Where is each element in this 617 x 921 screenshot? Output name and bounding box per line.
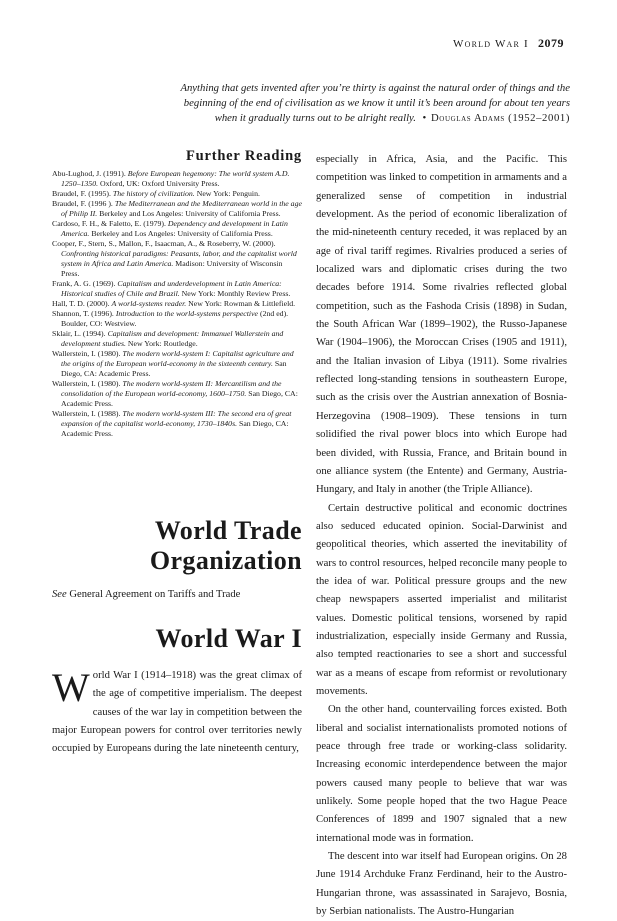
reference-entry: Frank, A. G. (1969). Capitalism and underdevelopment in Latin America: Historical studies of Chile and Brazil. New York: Monthly Review Press. [52, 279, 291, 298]
reference-entry: Cardoso, F. H., & Faletto, E. (1979). Dependency and development in Latin America. Berkeley and Los Angeles: University of California Press. [52, 219, 288, 238]
wto-article-title: World Trade Organization [149, 516, 302, 575]
quote-text: Anything that gets invented after you’re thirty is against the natural order of things and the beginning of the end of civilisation as we know it until it’s been around for about ten years when it gradually turns out to be alright really. [180, 82, 570, 124]
further-reading-heading: Further Reading [185, 148, 302, 164]
quote-attribution: Douglas Adams (1952–2001) [430, 112, 570, 124]
body-paragraph: The descent into war itself had European origins. On 28 June 1914 Archduke Franz Ferdinand, heir to the Austro-Hungarian throne, was assassinated in Sarajevo, Bosnia, by Serbian nationalists. The Austro-Hungarian [316, 851, 567, 918]
page-number: 2079 [538, 36, 564, 50]
drop-cap: W [52, 665, 90, 710]
quote-bullet: • [422, 112, 427, 124]
see-target-link[interactable]: General Agreement on Tariffs and Trade [69, 589, 241, 600]
reference-entry: Sklair, L. (1994). Capitalism and development: Immanuel Wallerstein and development studies. New York: Routledge. [52, 329, 284, 348]
reference-entry: Wallerstein, I. (1980). The modern world-system I: Capitalist agriculture and the origins of the European world-economy in the sixteenth century. San Diego, CA: Academic Press. [52, 349, 294, 378]
ww1-intro-paragraph [52, 667, 302, 759]
reference-entry: Shannon, T. (1996). Introduction to the world-systems perspective (2nd ed). Boulder, CO: Westview. [52, 309, 289, 328]
reference-entry: Braudel, F. (1995). The history of civilization. New York: Penguin. [52, 189, 260, 198]
reference-entry: Braudel, F. (1996 ). The Mediterranean and the Mediterranean world in the age of Philip II. Berkeley and Los Angeles: University of California Press. [52, 199, 302, 218]
reference-entry: Hall, T. D. (2000). A world-systems reader. New York: Rowman & Littlefield. [52, 299, 296, 308]
epigraph-quote [165, 81, 570, 126]
ww1-article-title: World War I [155, 624, 302, 653]
body-paragraph: Certain destructive political and economic doctrines also seduced educated opinion. Social-Darwinist and geopolitical theories, which asserted the inevitability of wars to control resources, helped reconcile many people to the idea of war. Political pressure groups and the new cheap newspapers asserted imperialist and militarist values. Domestic political tensions, worsened by rapid industrialization, especially inside Germany and Russia, also tempted reactionaries to see a short and successful war as a means of escape from reformist or revolutionary movements. [316, 502, 567, 697]
reference-list [52, 169, 302, 439]
body-paragraph: On the other hand, countervailing forces existed. Both liberal and socialist internationalists promoted notions of peace through free trade or working-class solidarity. Increasing economic interdependence between the major powers caused many people to believe that war was unlikely. Some people hoped that the two Hague Peace Conferences of 1899 and 1907 signaled that a new international mode was in formation. [316, 704, 567, 844]
reference-entry: Abu-Lughod, J. (1991). Before European hegemony: The world system A.D. 1250–1350. Oxford, UK: Oxford University Press. [52, 169, 290, 188]
ww1-first-paragraph: orld War I (1914–1918) was the great climax of the age of competitive imperialism. The deepest causes of the war lay in competition between the major European powers for control over territories newly occupied by Europeans during the late nineteenth century, [52, 670, 302, 755]
running-header [453, 36, 564, 51]
reference-entry: Cooper, F., Stern, S., Mallon, F., Isaacman, A., & Roseberry, W. (2000). Confronting historical paradigms: Peasants, labor, and the capitalist world system in Africa and Latin America. Madison: University of Wisconsin Press. [52, 239, 297, 278]
running-title: World War I [453, 38, 529, 50]
see-also-reference [52, 589, 302, 600]
reference-entry: Wallerstein, I. (1988). The modern world-system III: The second era of great expansion of the capitalist world-economy, 1730–1840s. San Diego, CA: Academic Press. [52, 409, 292, 438]
see-word: See [52, 589, 67, 600]
reference-entry: Wallerstein, I. (1980). The modern world-system II: Mercantilism and the consolidation of the European world-economy, 1600–1750. San Diego, CA: Academic Press. [52, 379, 298, 408]
right-column-body [316, 151, 567, 921]
body-paragraph: especially in Africa, Asia, and the Pacific. This competition was linked to competition in armaments and a generalized sense of competition in industrial development. As the period of economic liberalization of the mid-nineteenth century receded, it was replaced by an age of rival tariff regimes. Rivalries produced a series of localized wars and diplomatic crises during the two decades before 1914. Some rivalries reflected global competition, such as the Fashoda Crisis (1898) in Sudan, the South African War (1899–1902), the Russo-Japanese War (1904–1906), the Moroccan Crises (1905 and 1911), and the Italian invasion of Libya (1911). Some rivalries reflected long-standing tensions in southeastern Europe, such as the crisis over the Austrian annexation of Bosnia-Herzegovina (1908–1909). These tensions in turn solidified the rival power blocs into which Europe had been divided, with Russia, France, and Britain bound in one alliance system (the Entente) and Germany, Austria-Hungary, and Italy in another (the Triple Alliance). [316, 154, 567, 496]
further-reading-section [52, 148, 302, 439]
